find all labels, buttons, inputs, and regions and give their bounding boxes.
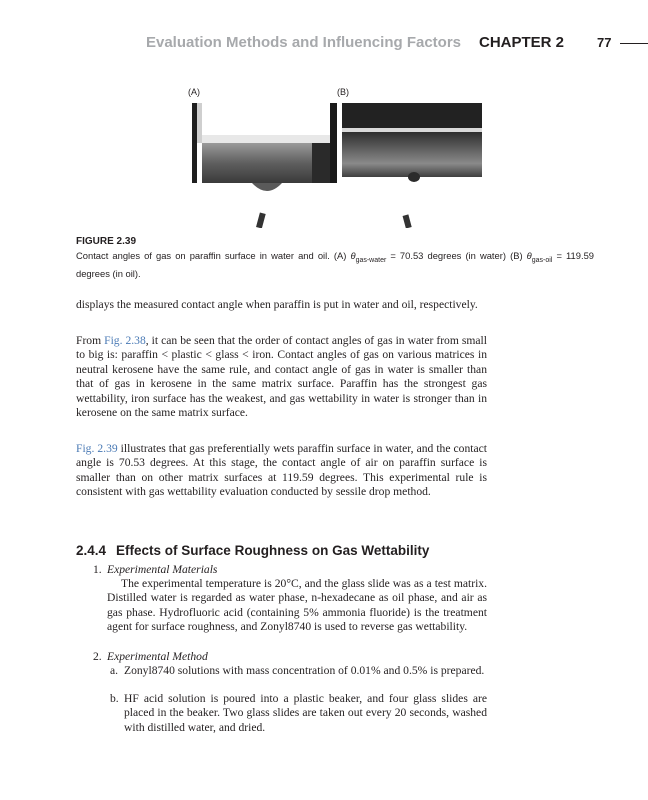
- paragraph-0: displays the measured contact angle when paraffin is put in water and oil, respectively.: [76, 298, 478, 311]
- page-number: 77: [597, 35, 612, 50]
- section-number: 2.4.4: [76, 543, 107, 558]
- panel-a-label: (A): [188, 87, 200, 97]
- photo-panel-b: [342, 103, 482, 228]
- fig-2-39-link[interactable]: Fig. 2.39: [76, 442, 118, 455]
- list-marker-1: 1.: [93, 563, 102, 576]
- sublist-item-b: HF acid solution is poured into a plastic beaker, and four glass slides are placed in the beaker. Two glass slides are taken out every 20 seconds, washed with distilled water, and dried.: [124, 692, 487, 734]
- sublist-marker-a: a.: [110, 664, 119, 677]
- paragraph-2: Fig. 2.39 illustrates that gas preferentially wets paraffin surface in water, and the contact angle is 70.53 degrees. At this stage, the contact angle of air on paraffin surface is smaller than on other matrix surfaces at 119.59 degrees. This experimental rule is consistent with gas wettability evaluation conducted by sessile drop method.: [76, 442, 487, 499]
- photo-panel-a: [192, 103, 337, 228]
- running-title: Evaluation Methods and Influencing Factors: [145, 34, 461, 51]
- list-marker-2: 2.: [93, 650, 102, 663]
- figure-title: FIGURE 2.39: [76, 236, 137, 247]
- fig-2-38-link[interactable]: Fig. 2.38: [104, 334, 146, 347]
- list-item-1-heading: Experimental Materials: [107, 563, 218, 576]
- sublist-item-a: Zonyl8740 solutions with mass concentration of 0.01% and 0.5% is prepared.: [124, 664, 485, 677]
- section-heading: [76, 543, 429, 558]
- paragraph-1: From Fig. 2.38, it can be seen that the order of contact angles of gas in water from small to big is: paraffin < plastic < glass < iron. Contact angles of gas on various matrices in neutral kerosene have the same rule, and contact angle of gas in water is smaller than that of gas in kerosene in the same matrix surface. Paraffin has the strongest gas wettability, iron surface has the weakest, and gas wettability in water is stronger than in kerosene on the same matrix surface.: [76, 334, 487, 420]
- panel-b-label: (B): [337, 87, 349, 97]
- header-rule: [620, 43, 648, 44]
- figure-caption: Contact angles of gas on paraffin surface in water and oil. (A) $\theta_{gas-water} = 70.53$ degrees (in water) (B) $\theta_{gas-oil} = 119.59$ degrees (in oil).: [76, 250, 594, 279]
- running-header: [0, 34, 648, 54]
- list-item-2-heading: Experimental Method: [107, 650, 208, 663]
- chapter-label: CHAPTER 2: [479, 34, 565, 51]
- section-title: Effects of Surface Roughness on Gas Wettability: [116, 543, 430, 558]
- sublist-marker-b: b.: [110, 692, 119, 705]
- list-item-1-text: The experimental temperature is 20°C, and the glass slide was as a test matrix. Distilled water is regarded as water phase, n-hexadecane as oil phase, and air as gas phase. Hydrofluoric acid (containing 5% ammonia fluoride) is the treatment agent for surface roughness, and Zonyl8740 is used to reverse gas wettability.: [107, 577, 487, 634]
